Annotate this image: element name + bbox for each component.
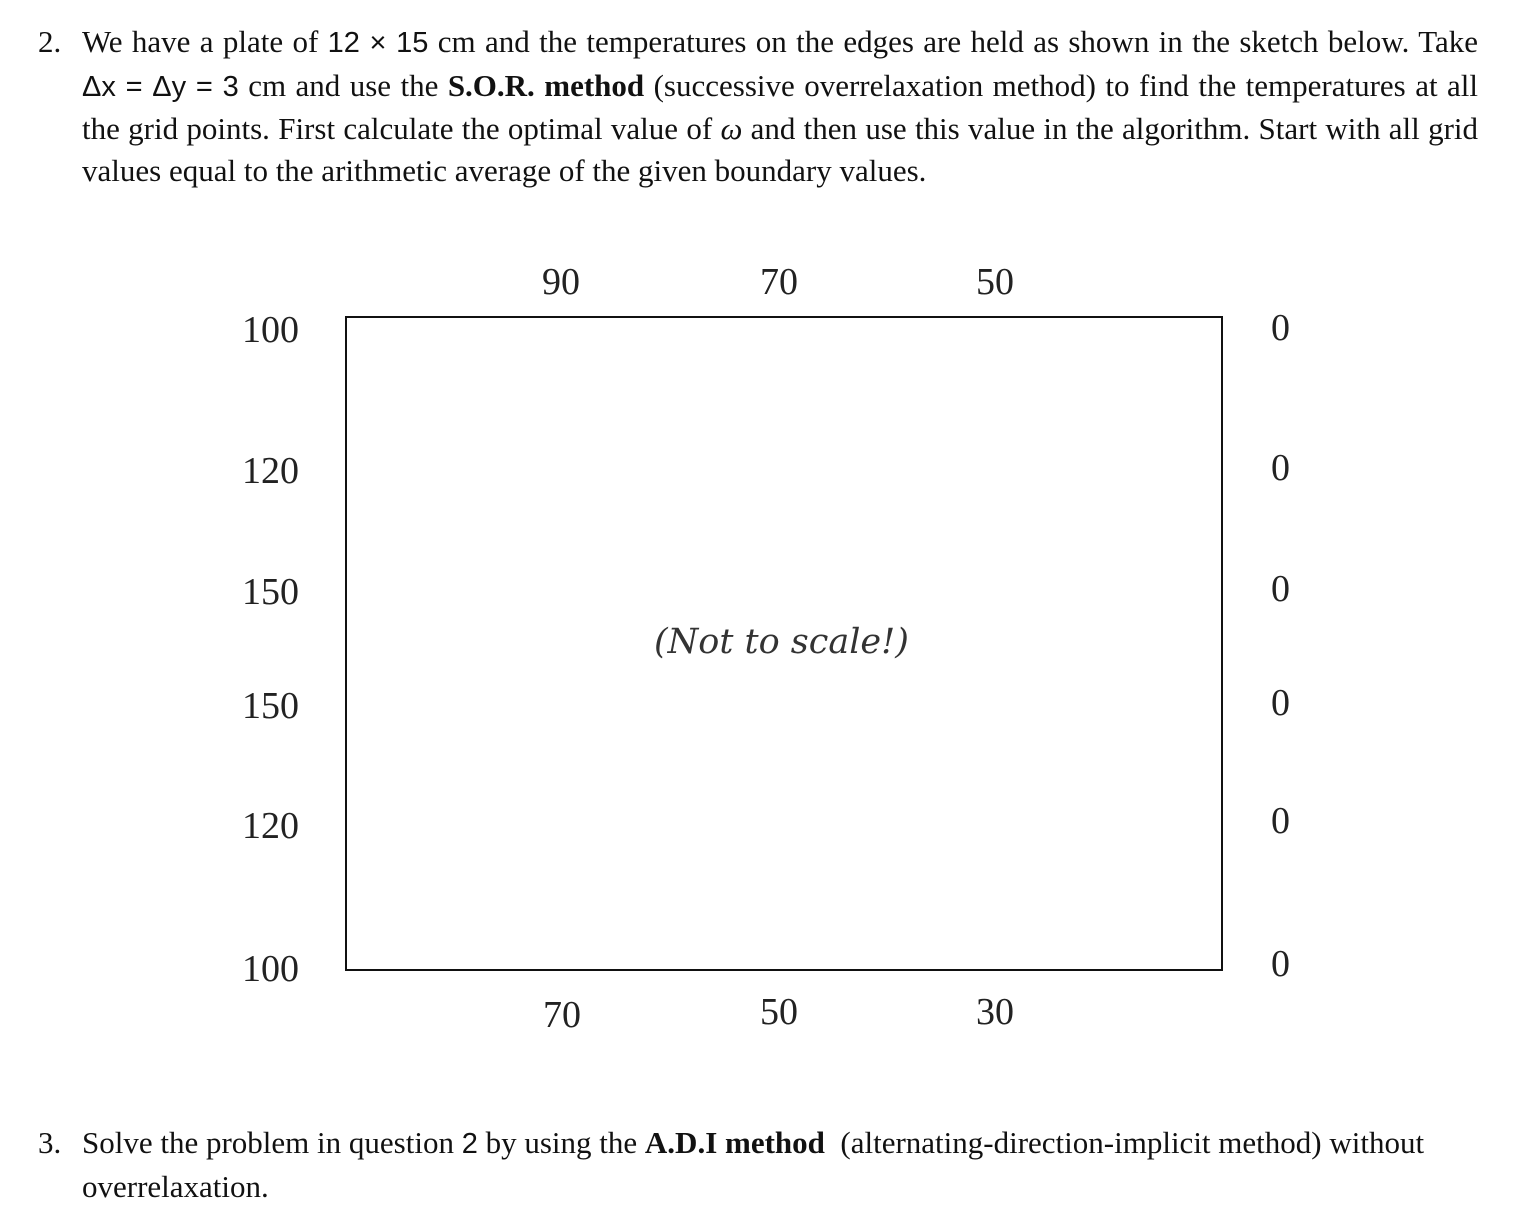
left-boundary-label-5: 120 [242,805,299,847]
right-boundary-label-4: 0 [1271,682,1290,724]
question-2-number: 2. [38,24,62,59]
q3-question-reference: 2 [461,1128,478,1160]
question-2 [38,21,1478,191]
left-boundary-label-3: 150 [242,571,299,613]
left-boundary-label-2: 120 [242,450,299,492]
q2-method-name: S.O.R. method [447,67,645,103]
question-2-text [82,21,1478,191]
q3-text-part-2: by using the [477,1125,645,1160]
bottom-boundary-label-1: 70 [543,994,581,1036]
bottom-boundary-label-3: 30 [976,991,1014,1033]
q3-text-part-3: (alternating-direction-implicit method) without overrelaxation. [82,1125,1432,1204]
question-3-number: 3. [38,1125,62,1160]
q2-text-part-5: and then use this value in the algorithm. Start with all grid values equal to the arithmetic average of the given boundary values. [82,111,1478,188]
top-boundary-label-3: 50 [976,261,1014,303]
q3-method-name: A.D.I method [644,1125,825,1160]
right-boundary-label-3: 0 [1271,568,1290,610]
q2-step-size: Δx = Δy = 3 [82,70,239,103]
left-boundary-label-4: 150 [242,685,299,727]
question-3-text [82,1122,1478,1207]
q2-text-part-4: (successive overrelaxation method) to find the temperatures at all the grid points. First calculate the optimal value of [82,67,1478,146]
not-to-scale-note: (Not to scale!) [654,622,909,662]
q2-text-part-3: cm and use the [238,67,448,103]
q3-text-part-1: Solve the problem in question [82,1125,462,1160]
right-boundary-label-5: 0 [1271,800,1290,842]
right-boundary-label-6: 0 [1271,943,1290,985]
q2-plate-dimensions: 12 × 15 [327,27,429,59]
q2-text-part-2: cm and the temperatures on the edges are held as shown in the sketch below. Take [428,24,1478,59]
bottom-boundary-label-2: 50 [760,991,798,1033]
question-3 [38,1122,1478,1207]
q2-text-part-1: We have a plate of [82,24,328,59]
left-boundary-label-6: 100 [242,948,299,990]
left-boundary-label-1: 100 [242,309,299,351]
top-boundary-label-1: 90 [542,261,580,303]
right-boundary-label-1: 0 [1271,307,1290,349]
q2-omega-symbol: ω [720,111,743,146]
top-boundary-label-2: 70 [760,261,798,303]
right-boundary-label-2: 0 [1271,447,1290,489]
